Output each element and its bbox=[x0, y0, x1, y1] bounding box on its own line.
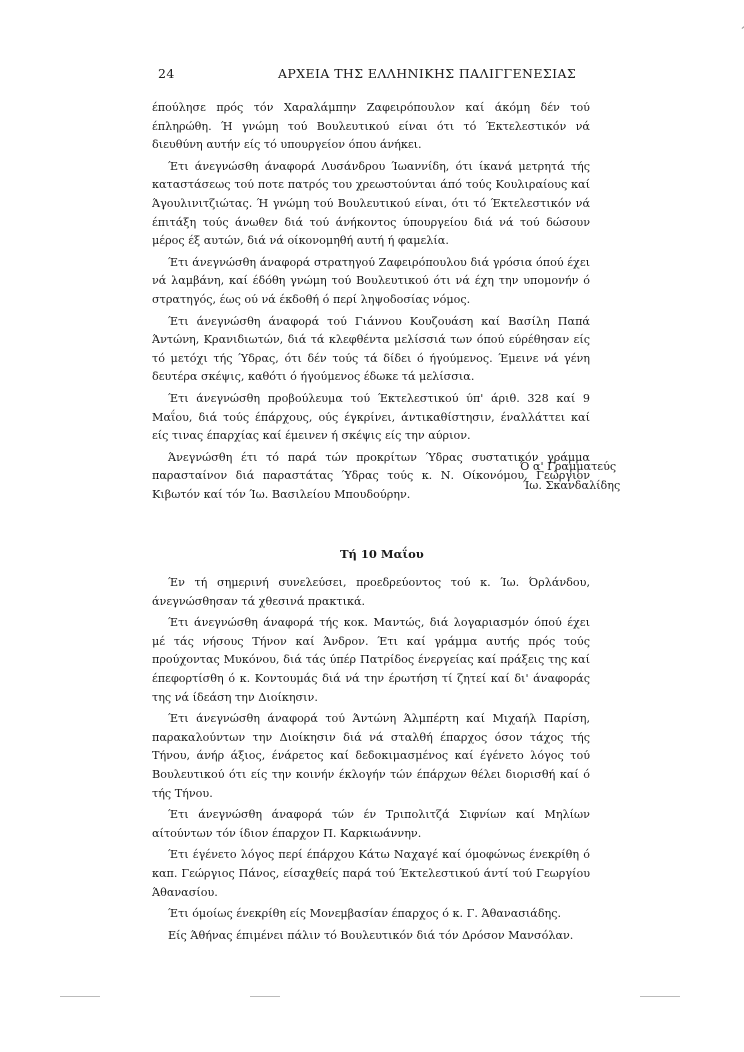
signature-name: Ίω. Σκανδαλίδης bbox=[523, 478, 621, 492]
signature-role: Ό α' Γραμματεύς bbox=[520, 460, 617, 473]
paragraph: Είς Άθήνας έπιμένει πάλιν τό Βουλευτικόν διά τόν Δρόσον Μανσόλαν. bbox=[168, 928, 574, 942]
scan-artifact bbox=[60, 996, 100, 997]
paragraph: Έτι άνεγνώσθη άναφορά τού Γιάννου Κουζουάση καί Βασίλη Παπά Άντώνη, Κρανιδιωτών, διά τά κλεφθέντα μελίσσιά των όπού εύρέθησαν είς τό μετόχι τής Ύδρας, ότι δέν τούς τά δίδει ό ήγούμενος. Έμεινε νά γένη δευτέρα σκέψις, καθότι ό ήγούμενος έδωκε τά μελίσσια. bbox=[152, 314, 590, 384]
paragraph: Έτι όμοίως ένεκρίθη είς Μονεμβασίαν έπαρχος ό κ. Γ. Άθανασιάδης. bbox=[168, 907, 562, 921]
signature-block bbox=[520, 458, 620, 495]
paragraph: Έτι έγένετο λόγος περί έπάρχου Κάτω Ναχαγέ καί όμοφώνως ένεκρίθη ό καπ. Γεώργιος Πάνος, είσαχθείς παρά τού Έκτελεστικού άντί τού Γεωργίου Άθανασίου. bbox=[152, 848, 590, 899]
minutes-block-1 bbox=[152, 99, 590, 507]
paragraph: Έτι άνεγνώσθη προβούλευμα τού Έκτελεστικού ύπ' άριθ. 328 καί 9 Μαΐου, διά τούς έπάρχους, ούς έγκρίνει, άντικαθίστησιν, έναλλάττει καί είς τινας έπαρχίας καί έμεινεν ή σκέψις είς την αύριον. bbox=[152, 391, 590, 443]
page-number: 24 bbox=[158, 66, 175, 81]
scan-artifact bbox=[250, 996, 280, 997]
paragraph: έπούλησε πρός τόν Χαραλάμπην Ζαφειρόπουλον καί άκόμη δέν τού έπληρώθη. Ή γνώμη τού Βουλευτικού είναι ότι τό Έκτελεστικόν νά διευθύνη αυτήν είς τό υπουργείον όπου άνήκει. bbox=[152, 101, 590, 152]
page-header bbox=[158, 66, 582, 84]
paragraph: Έτι άνεγνώσθη άναφορά τού Άντώνη Άλμπέρτη καί Μιχαήλ Παρίση, παρακαλούντων την Διοίκησιν διά νά σταλθή έπαρχος όσον τάχος τής Τήνου, άνήρ άξιος, ένάρετος καί δεδοκιμασμένος καί έγένετο λόγος τού Βουλευτικού ότι είς την κοινήν έκλογήν τών έπάρχων θέλει διορισθή καί ό τής Τήνου. bbox=[152, 712, 590, 800]
scan-artifact bbox=[640, 996, 680, 997]
page-corner-mark bbox=[729, 0, 744, 29]
paragraph: Έτι άνεγνώσθη άναφορά τών έν Τριπολιτζά Σιφνίων καί Μηλίων αίτούντων τόν ίδιον έπαρχον Π. Καρκιωάννην. bbox=[152, 808, 590, 840]
paragraph: Έτι άνεγνώσθη άναφορά Λυσάνδρου Ίωαννίδη, ότι ίκανά μετρητά τής καταστάσεως τού ποτε πατρός του χρεωστούνται άπό τούς Κουλιραίους καί Άγουλινιτζιώτας. Ή γνώμη τού Βουλευτικού είναι, ότι τό Έκτελεστικόν νά έπιτάξη τούς άνωθεν διά τού άνήκοντος ύπουργείου διά νά τού δώσουν μέρος έξ αυτών, διά νά οίκονομηθή αυτή ή φαμελία. bbox=[152, 159, 590, 248]
paragraph: Έτι άνεγνώσθη άναφορά στρατηγού Ζαφειρόπουλου διά γρόσια όπού έχει νά λαμβάνη, καί έδόθη γνώμη τού Βουλευτικού ότι νά έχη την υπομονήν ό στρατηγός, έως ού νά έκδοθή ό περί ληψοδοσίας νόμος. bbox=[152, 255, 590, 306]
minutes-block-2 bbox=[152, 574, 590, 948]
section-date-heading: Τή 10 Μαΐου bbox=[340, 547, 424, 561]
paragraph: Άνεγνώσθη έτι τό παρά τών προκρίτων Ύδρας συστατικόν γράμμα παρασταίνον διά παραστάτας Ύδρας τούς κ. Ν. Οίκονόμου, Γεώργιον Κιβωτόν καί τόν Ίω. Βασιλείου Μπουδούρην. bbox=[152, 450, 590, 501]
paragraph: Έτι άνεγνώσθη άναφορά τής κοκ. Μαντώς, διά λογαριασμόν όπού έχει μέ τάς νήσους Τήνον καί Άνδρον. Έτι καί γράμμα αυτής πρός τούς προύχοντας Μυκόνου, διά τάς ύπέρ Πατρίδος ένεργείας καί πράξεις της καί έπεφορτίσθη ό κ. Κοντουμάς διά νά την έρωτήση τί ζητεί καί δι' άναφοράς της νά ίδεάση την Διοίκησιν. bbox=[152, 616, 590, 704]
paragraph: Έν τή σημερινή συνελεύσει, προεδρεύοντος τού κ. Ίω. Όρλάνδου, άνεγνώσθησαν τά χθεσινά πρακτικά. bbox=[152, 576, 590, 608]
running-title: ΑΡΧΕΙΑ ΤΗΣ ΕΛΛΗΝΙΚΗΣ ΠΑΛΙΓΓΕΝΕΣΙΑΣ bbox=[278, 66, 577, 81]
